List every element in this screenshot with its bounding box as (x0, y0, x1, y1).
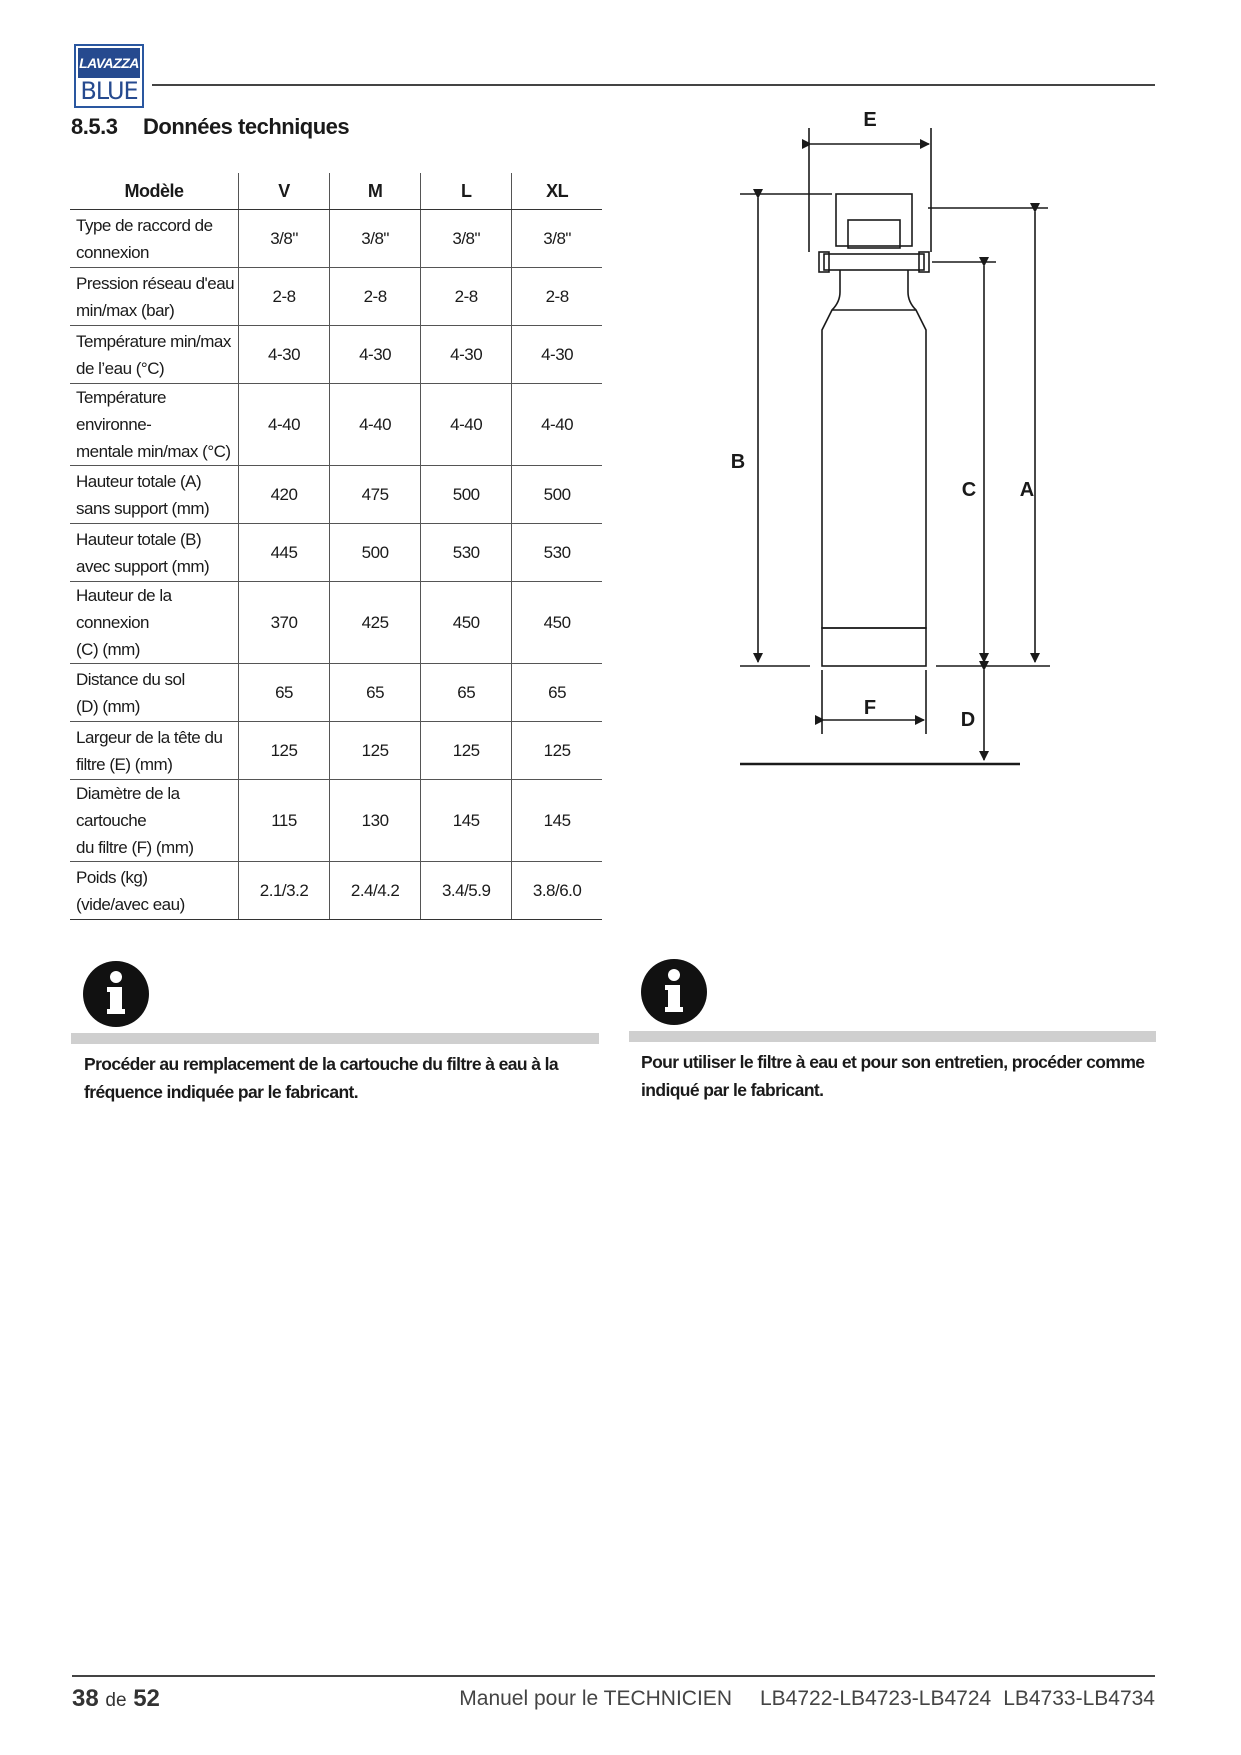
row-label-line: mentale min/max (°C) (76, 442, 231, 461)
note-divider (629, 1031, 1156, 1042)
table-row (70, 664, 602, 722)
table-cell: 530 (421, 524, 512, 582)
section-heading (71, 114, 349, 140)
row-label-line: avec support (mm) (76, 556, 210, 576)
table-row (70, 582, 602, 664)
table-cell: 445 (239, 524, 330, 582)
table-cell: 125 (421, 722, 512, 780)
table-cell: 3/8" (421, 210, 512, 268)
table-cell: 125 (330, 722, 421, 780)
col-header-l: L (421, 173, 512, 210)
filter-head-window (848, 220, 900, 248)
row-label (70, 326, 239, 384)
row-label (70, 210, 239, 268)
table-row (70, 722, 602, 780)
table-row (70, 268, 602, 326)
row-label-line: Hauteur de la connexion (76, 586, 172, 632)
row-label-line: Poids (kg) (76, 867, 148, 887)
table-cell: 500 (330, 524, 421, 582)
row-label (70, 862, 239, 920)
table-cell: 125 (239, 722, 330, 780)
table-cell: 500 (512, 466, 602, 524)
table-cell: 500 (421, 466, 512, 524)
table-cell: 3.8/6.0 (512, 862, 602, 920)
table-cell: 450 (421, 582, 512, 664)
row-label-line: (vide/avec eau) (76, 894, 185, 914)
section-number: 8.5.3 (71, 114, 118, 139)
filter-base (822, 628, 926, 666)
row-label (70, 268, 239, 326)
row-label-line: sans support (mm) (76, 498, 210, 518)
table-cell: 475 (330, 466, 421, 524)
table-cell: 3.4/5.9 (421, 862, 512, 920)
model-list-1: LB4722-LB4723-LB4724 (759, 1687, 992, 1710)
header-rule (152, 84, 1155, 86)
label-a: A (1019, 479, 1035, 501)
table-cell: 2-8 (421, 268, 512, 326)
section-title: Données techniques (143, 114, 350, 139)
table-row (70, 524, 602, 582)
table-cell: 4-30 (512, 326, 602, 384)
note-text: Procéder au remplacement de la cartouche du filtre à eau à la fréquence indiquée par le fabricant. (84, 1054, 559, 1102)
table-row (70, 210, 602, 268)
table-cell: 4-40 (512, 384, 602, 466)
row-label (70, 780, 239, 862)
row-label (70, 524, 239, 582)
table-cell: 145 (421, 780, 512, 862)
table-cell: 3/8" (512, 210, 602, 268)
table-cell: 425 (330, 582, 421, 664)
row-label-line: Diamètre de la cartouche (76, 784, 180, 830)
label-e: E (863, 110, 877, 131)
row-label-line: filtre (E) (mm) (76, 754, 173, 774)
table-cell: 4-30 (239, 326, 330, 384)
table-header-row (70, 173, 602, 210)
label-d: D (960, 709, 976, 731)
footer-rule (72, 1675, 1155, 1677)
technical-data-table (70, 173, 602, 920)
row-label-line: Température min/max (76, 331, 231, 351)
info-icon (82, 960, 150, 1028)
label-b: B (730, 451, 746, 473)
table-cell: 145 (512, 780, 602, 862)
filter-cartridge-body (822, 270, 926, 628)
row-label-line: min/max (bar) (76, 300, 175, 320)
row-label-line: Température environne- (76, 388, 166, 434)
table-cell: 65 (512, 664, 602, 722)
info-icon (640, 958, 708, 1026)
model-list-2: LB4733-LB4734 (1003, 1687, 1155, 1710)
table-cell: 3/8" (330, 210, 421, 268)
row-label-line: Largeur de la tête du (76, 727, 223, 747)
lavazza-blue-logo (74, 44, 144, 108)
page-of: de (105, 1690, 127, 1711)
table-cell: 4-30 (330, 326, 421, 384)
table-cell: 65 (239, 664, 330, 722)
page-current: 38 (72, 1685, 99, 1712)
table-cell: 420 (239, 466, 330, 524)
row-label-line: du filtre (F) (mm) (76, 838, 194, 857)
table-cell: 125 (512, 722, 602, 780)
table-row (70, 326, 602, 384)
col-header-model: Modèle (70, 173, 239, 210)
table-cell: 2-8 (239, 268, 330, 326)
table-cell: 130 (330, 780, 421, 862)
table-cell: 450 (512, 582, 602, 664)
table-cell: 4-40 (239, 384, 330, 466)
table-cell: 65 (330, 664, 421, 722)
row-label-line: (D) (mm) (76, 696, 140, 716)
row-label-line: de l’eau (°C) (76, 358, 165, 378)
table-cell: 2-8 (512, 268, 602, 326)
note-text: Pour utiliser le filtre à eau et pour son entretien, procéder comme indiqué par le fabricant. (641, 1052, 1145, 1100)
note-divider (71, 1033, 599, 1044)
table-cell: 2.4/4.2 (330, 862, 421, 920)
table-cell: 4-40 (421, 384, 512, 466)
label-f: F (863, 697, 877, 719)
logo-brand-text: LAVAZZA (78, 48, 140, 78)
row-label-line: (C) (mm) (76, 640, 140, 659)
filter-dimension-diagram (700, 110, 1160, 800)
table-cell: 530 (512, 524, 602, 582)
row-label (70, 582, 239, 664)
table-cell: 2-8 (330, 268, 421, 326)
row-label (70, 384, 239, 466)
row-label (70, 466, 239, 524)
table-cell: 370 (239, 582, 330, 664)
col-header-v: V (239, 173, 330, 210)
page-total: 52 (133, 1685, 160, 1712)
table-row (70, 384, 602, 466)
row-label-line: Hauteur totale (B) (76, 529, 202, 549)
row-label-line: Type de raccord de (76, 215, 213, 235)
page-number (72, 1685, 160, 1713)
table-row (70, 862, 602, 920)
table-cell: 65 (421, 664, 512, 722)
table-cell: 115 (239, 780, 330, 862)
table-row (70, 466, 602, 524)
footer-document-info (459, 1687, 1155, 1711)
col-header-xl: XL (512, 173, 602, 210)
table-row (70, 780, 602, 862)
manual-title: Manuel pour le TECHNICIEN (459, 1687, 732, 1710)
filter-drawing (700, 110, 1160, 800)
table-cell: 4-40 (330, 384, 421, 466)
table-cell: 2.1/3.2 (239, 862, 330, 920)
filter-connector (824, 254, 924, 270)
logo-line-text: BLUE (80, 77, 138, 105)
row-label (70, 664, 239, 722)
row-label (70, 722, 239, 780)
row-label-line: Distance du sol (76, 669, 185, 689)
col-header-m: M (330, 173, 421, 210)
row-label-line: Pression réseau d'eau (76, 273, 235, 293)
row-label-line: connexion (76, 242, 150, 262)
table-cell: 3/8" (239, 210, 330, 268)
label-c: C (961, 479, 977, 501)
table-cell: 4-30 (421, 326, 512, 384)
row-label-line: Hauteur totale (A) (76, 471, 202, 491)
